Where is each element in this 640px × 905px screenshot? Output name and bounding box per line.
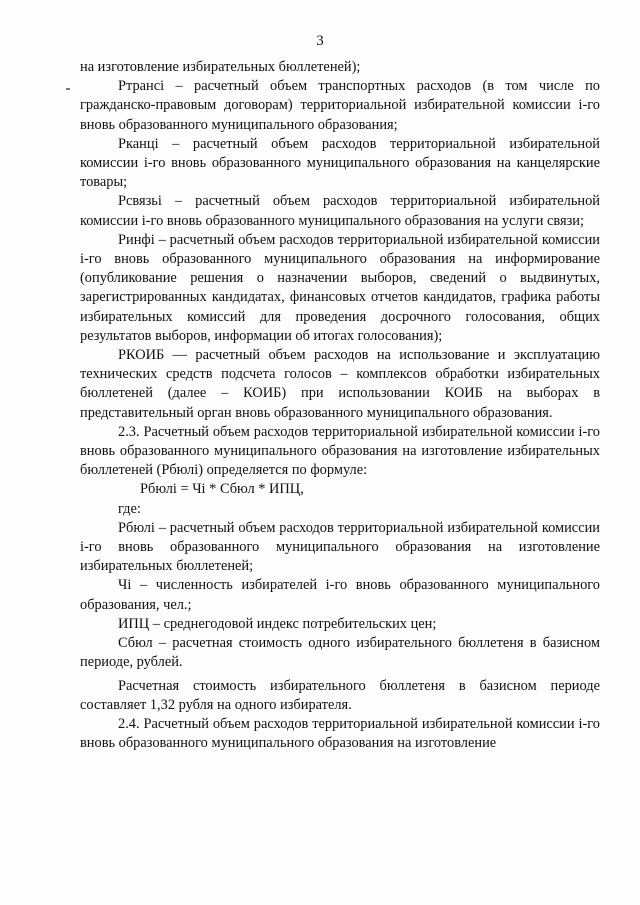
paragraph-base-cost: Расчетная стоимость избирательного бюллетеня в базисном периоде составляет 1,32 рубля на одного избирателя.	[80, 677, 600, 713]
definition-ballot-unit-cost: Сбюл – расчетная стоимость одного избирательного бюллетеня в базисном периоде, рублей.	[80, 635, 600, 671]
definition-voter-count: Чi – численность избирателей i-го вновь образованного муниципального образования, чел.;	[80, 577, 600, 613]
paragraph-section-2-4: 2.4. Расчетный объем расходов территориальной избирательной комиссии i-го вновь образованного муниципального образования на изготовление	[80, 715, 600, 752]
page-number: 3	[316, 33, 324, 49]
paragraph-continuation: на изготовление избирательных бюллетеней);	[80, 59, 361, 75]
paragraph-communication-costs: Рсвязьi – расчетный объем расходов территориальной избирательной комиссии i-го вновь образованного муниципального образования на услуги связи;	[80, 193, 600, 229]
scan-artifact-dot	[66, 88, 70, 90]
paragraph-section-2-3: 2.3. Расчетный объем расходов территориальной избирательной комиссии i-го вновь образованного муниципального образования на изготовление избирательных бюллетеней (Рбюлi) определяется по формуле:	[80, 423, 600, 479]
document-body	[80, 58, 600, 753]
definition-cpi: ИПЦ – среднегодовой индекс потребительских цен;	[118, 615, 437, 632]
paragraph-koib-costs: РКОИБ — расчетный объем расходов на использование и эксплуатацию технических средств подсчета голосов – комплексов обработки избирательных бюллетеней (далее – КОИБ) при использовании КОИБ на выборах в представительный орган вновь образованного муниципального образования.	[80, 347, 600, 421]
formula-ballot-costs: Рбюлi = Чi * Сбюл * ИПЦ,	[140, 481, 304, 498]
paragraph-information-costs: Ринфi – расчетный объем расходов территориальной избирательной комиссии i-го вновь образованного муниципального образования на информирование (опубликование решения о назначении выборов, сведений о выдвинутых, зарегистрированных кандидатах, финансовых отчетов кандидатов, графика работы избирательных комиссий для проведения досрочного голосования, общих результатов выборов, информации об итогах голосования);	[80, 231, 600, 344]
where-label: где:	[118, 500, 141, 517]
paragraph-transport-costs: Ртрансi – расчетный объем транспортных расходов (в том числе по гражданско-правовым договорам) территориальной избирательной комиссии i-го вновь образованного муниципального образования;	[80, 78, 600, 133]
definition-ballot-costs: Рбюлi – расчетный объем расходов территориальной избирательной комиссии i-го вновь образованного муниципального образования на изготовление избирательных бюллетеней;	[80, 519, 600, 575]
paragraph-stationery-costs: Рканцi – расчетный объем расходов территориальной избирательной комиссии i-го вновь образованного муниципального образования на канцелярские товары;	[80, 135, 600, 191]
